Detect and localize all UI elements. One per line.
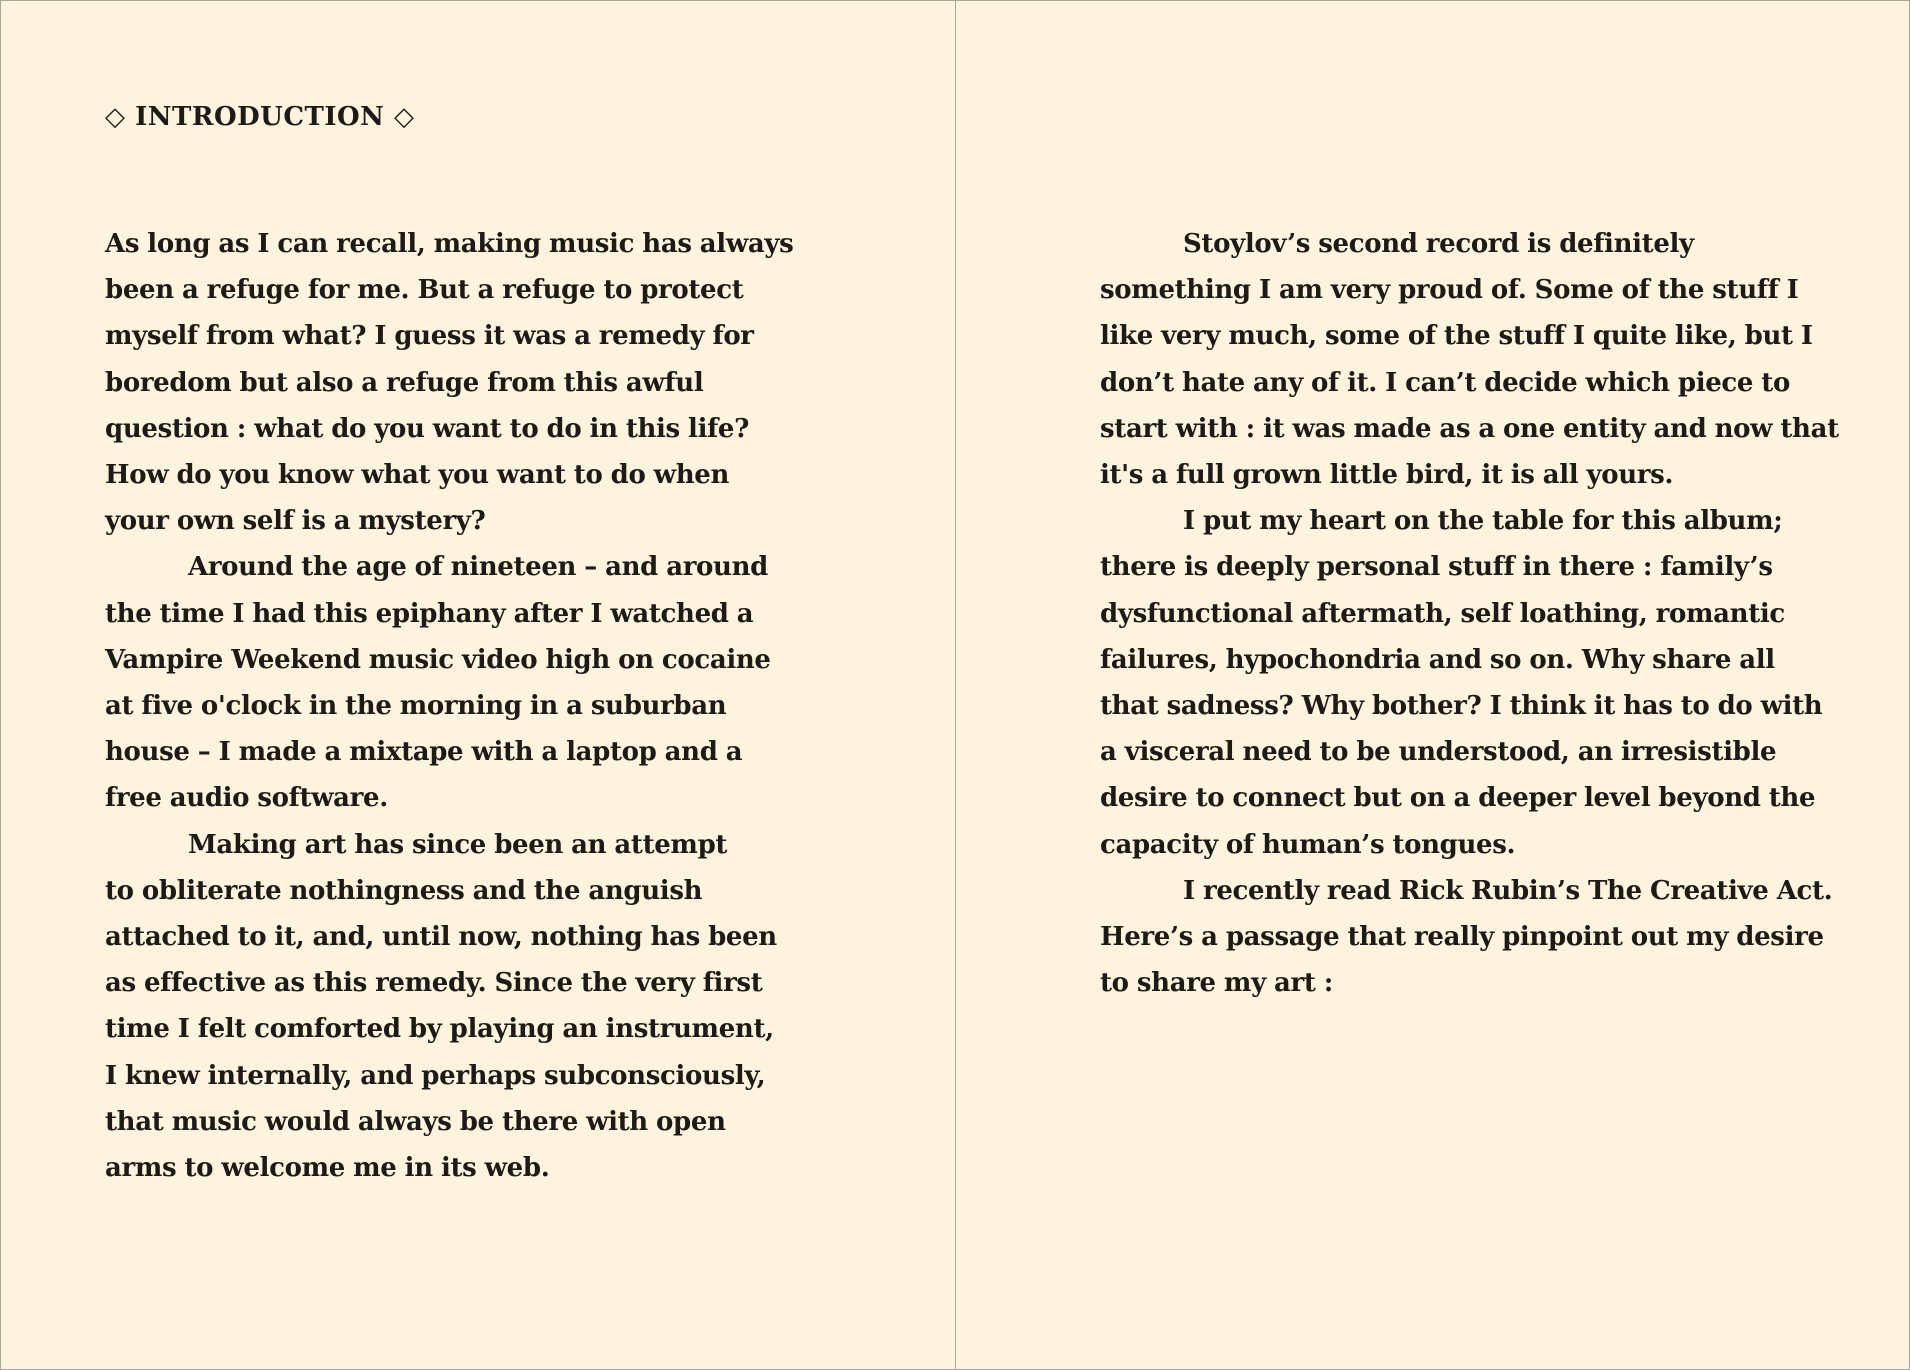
left-page	[1, 1, 955, 1369]
paragraph	[1100, 221, 1839, 498]
text-line: house – I made a mixtape with a laptop and a	[105, 737, 743, 768]
chapter-heading	[105, 97, 415, 137]
text-line: Stoylov’s second record is definitely	[1183, 229, 1694, 259]
paragraph	[105, 822, 777, 1192]
text-line: I recently read Rick Rubin’s The Creative Act.	[1183, 875, 1833, 906]
text-line: been a refuge for me. But a refuge to protect	[105, 275, 744, 306]
text-line: question : what do you want to do in this life?	[105, 413, 750, 444]
text-line: I knew internally, and perhaps subconsciously,	[105, 1060, 766, 1091]
text-line: the time I had this epiphany after I watched a	[105, 598, 754, 629]
diamond-ornament-left-icon: ◇	[105, 102, 126, 132]
right-page	[956, 1, 1909, 1369]
text-line: a visceral need to be understood, an irresistible	[1100, 737, 1777, 768]
text-line: How do you know what you want to do when	[105, 460, 730, 491]
text-line: something I am very proud of. Some of the stuff I	[1100, 275, 1799, 306]
text-line: time I felt comforted by playing an instrument,	[105, 1014, 774, 1045]
text-line: that sadness? Why bother? I think it has to do with	[1100, 691, 1823, 722]
text-line: myself from what? I guess it was a remedy for	[105, 321, 754, 352]
text-line: Here’s a passage that really pinpoint out my desire	[1100, 922, 1824, 953]
text-line: I put my heart on the table for this album;	[1183, 506, 1783, 537]
text-line: it's a full grown little bird, it is all yours.	[1100, 460, 1674, 491]
text-line: arms to welcome me in its web.	[105, 1153, 550, 1184]
text-line: don’t hate any of it. I can’t decide which piece to	[1100, 367, 1790, 398]
text-line: there is deeply personal stuff in there : family’s	[1100, 552, 1773, 583]
left-page-body	[105, 221, 794, 1191]
text-line: desire to connect but on a deeper level beyond the	[1100, 783, 1816, 814]
text-line: your own self is a mystery?	[105, 506, 486, 537]
text-line: capacity of human’s tongues.	[1100, 829, 1516, 860]
text-line: attached to it, and, until now, nothing has been	[105, 922, 777, 953]
text-line: Vampire Weekend music video high on cocaine	[105, 644, 771, 675]
text-line: to share my art :	[1100, 968, 1334, 999]
diamond-ornament-right-icon: ◇	[394, 102, 415, 132]
text-line: like very much, some of the stuff I quite like, but I	[1100, 321, 1813, 352]
text-line: that music would always be there with open	[105, 1106, 726, 1137]
text-line: at five o'clock in the morning in a suburban	[105, 691, 727, 722]
text-line: As long as I can recall, making music has always	[105, 229, 794, 259]
chapter-title: INTRODUCTION	[135, 102, 385, 132]
paragraph	[1100, 498, 1823, 868]
paragraph	[1100, 868, 1833, 1007]
text-line: as effective as this remedy. Since the very first	[105, 968, 763, 999]
right-page-body	[1100, 221, 1839, 1006]
text-line: dysfunctional aftermath, self loathing, romantic	[1100, 598, 1785, 629]
text-line: free audio software.	[105, 783, 388, 814]
text-line: Around the age of nineteen – and around	[188, 552, 768, 583]
text-line: start with : it was made as a one entity and now that	[1100, 413, 1839, 444]
text-line: boredom but also a refuge from this awful	[105, 367, 704, 398]
paragraph	[105, 221, 794, 544]
text-line: Making art has since been an attempt	[188, 829, 728, 860]
paragraph	[105, 544, 771, 821]
text-line: failures, hypochondria and so on. Why share all	[1100, 644, 1775, 675]
text-line: to obliterate nothingness and the anguish	[105, 875, 703, 906]
